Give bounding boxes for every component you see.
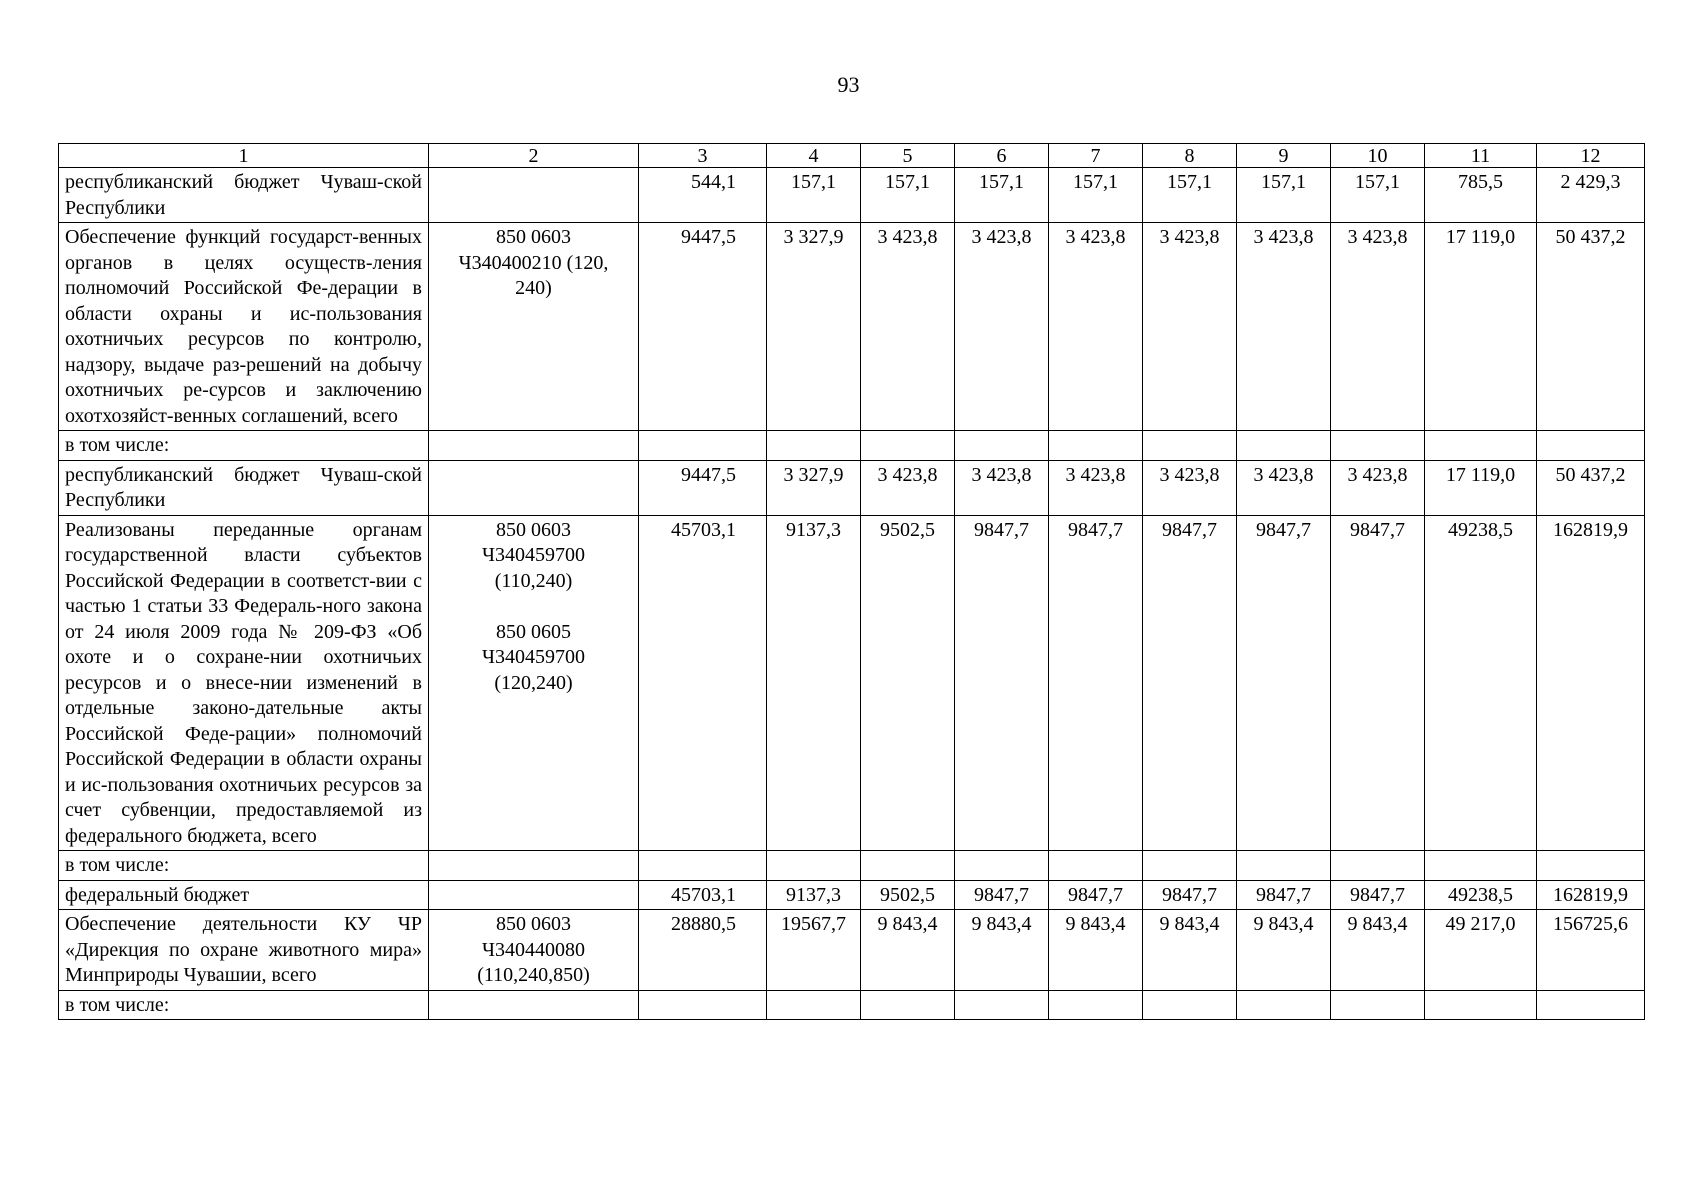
page-number: 93 (837, 72, 860, 97)
row-description: в том числе: (59, 990, 429, 1020)
value-cell-col-5 (861, 990, 955, 1020)
column-header: 7 (1049, 144, 1143, 168)
value-cell-col-11: 49238,5 (1425, 880, 1537, 910)
table-row (59, 431, 1645, 461)
table-row (59, 990, 1645, 1020)
value-cell-col-3: 544,1 (639, 168, 767, 223)
table-row (59, 515, 1645, 851)
value-cell-col-4: 157,1 (767, 168, 861, 223)
value-cell-col-7: 9 843,4 (1049, 910, 1143, 991)
budget-code-cell (429, 990, 639, 1020)
value-cell-col-5: 9 843,4 (861, 910, 955, 991)
value-cell-col-8: 9847,7 (1143, 515, 1237, 851)
value-cell-col-10 (1331, 990, 1425, 1020)
value-cell-col-5: 157,1 (861, 168, 955, 223)
value-cell-col-4: 3 327,9 (767, 223, 861, 431)
column-header: 8 (1143, 144, 1237, 168)
value-cell-col-10: 157,1 (1331, 168, 1425, 223)
value-cell-col-10 (1331, 851, 1425, 881)
budget-code-cell (429, 515, 639, 851)
value-cell-col-12 (1537, 431, 1645, 461)
value-cell-col-9: 3 423,8 (1237, 460, 1331, 515)
budget-code-line (435, 594, 632, 620)
budget-code-line: (120,240) (494, 671, 573, 694)
value-cell-col-8: 9 843,4 (1143, 910, 1237, 991)
value-cell-col-7: 9847,7 (1049, 880, 1143, 910)
value-cell-col-12 (1537, 990, 1645, 1020)
column-header: 1 (59, 144, 429, 168)
value-cell-col-12: 50 437,2 (1537, 460, 1645, 515)
value-cell-col-6 (955, 851, 1049, 881)
value-cell-col-7: 9847,7 (1049, 515, 1143, 851)
row-description: Обеспечение деятельности КУ ЧР «Дирекция по охране животного мира» Минприроды Чувашии, всего (59, 910, 429, 991)
value-cell-col-11 (1425, 990, 1537, 1020)
value-cell-col-5: 9502,5 (861, 515, 955, 851)
value-cell-col-11: 785,5 (1425, 168, 1537, 223)
value-cell-col-11: 49 217,0 (1425, 910, 1537, 991)
column-header: 2 (429, 144, 639, 168)
value-cell-col-6: 3 423,8 (955, 223, 1049, 431)
value-cell-col-6: 9847,7 (955, 880, 1049, 910)
budget-code-line: 850 0603 (496, 518, 571, 541)
row-description: Реализованы переданные органам государственной власти субъектов Российской Федерации в соответст-вии с частью 1 статьи 33 Федераль-ного закона от 24 июля 2009 года № 209-ФЗ «Об охоте и о сохране-нии охотничьих ресурсов и о внесе-нии изменений в отдельные законо-дательные акты Российской Феде-рации» полномочий Российской Федерации в области охраны и ис-пользования охотничьих ресурсов за счет субвенции, предоставляемой из федерального бюджета, всего (59, 515, 429, 851)
budget-code-line: Ч340459700 (482, 646, 585, 668)
value-cell-col-11 (1425, 851, 1537, 881)
value-cell-col-6: 3 423,8 (955, 460, 1049, 515)
value-cell-col-3: 45703,1 (639, 880, 767, 910)
budget-code-cell (429, 851, 639, 881)
row-description: в том числе: (59, 851, 429, 881)
value-cell-col-7 (1049, 990, 1143, 1020)
table-row (59, 851, 1645, 881)
value-cell-col-12: 2 429,3 (1537, 168, 1645, 223)
value-cell-col-8 (1143, 851, 1237, 881)
value-cell-col-8: 157,1 (1143, 168, 1237, 223)
value-cell-col-11 (1425, 431, 1537, 461)
value-cell-col-8 (1143, 990, 1237, 1020)
value-cell-col-3 (639, 990, 767, 1020)
value-cell-col-4: 9137,3 (767, 515, 861, 851)
value-cell-col-9: 9 843,4 (1237, 910, 1331, 991)
budget-code-line: Ч340440080 (482, 938, 585, 961)
column-header: 11 (1425, 144, 1537, 168)
table-body (59, 144, 1645, 1020)
value-cell-col-9: 3 423,8 (1237, 223, 1331, 431)
value-cell-col-9 (1237, 431, 1331, 461)
value-cell-col-7 (1049, 431, 1143, 461)
value-cell-col-4 (767, 990, 861, 1020)
value-cell-col-11: 49238,5 (1425, 515, 1537, 851)
value-cell-col-3: 9447,5 (639, 223, 767, 431)
value-cell-col-5: 9502,5 (861, 880, 955, 910)
value-cell-col-10: 9847,7 (1331, 880, 1425, 910)
value-cell-col-6 (955, 990, 1049, 1020)
row-description: республиканский бюджет Чуваш-ской Республики (59, 168, 429, 223)
value-cell-col-12: 162819,9 (1537, 880, 1645, 910)
value-cell-col-10: 3 423,8 (1331, 223, 1425, 431)
value-cell-col-5: 3 423,8 (861, 223, 955, 431)
row-description: в том числе: (59, 431, 429, 461)
value-cell-col-9 (1237, 990, 1331, 1020)
value-cell-col-12: 162819,9 (1537, 515, 1645, 851)
value-cell-col-5 (861, 851, 955, 881)
column-number-row (59, 144, 1645, 168)
value-cell-col-12: 50 437,2 (1537, 223, 1645, 431)
table-row (59, 168, 1645, 223)
value-cell-col-4: 9137,3 (767, 880, 861, 910)
column-header: 4 (767, 144, 861, 168)
budget-code-line: 850 0603 (496, 226, 571, 248)
value-cell-col-9: 157,1 (1237, 168, 1331, 223)
budget-code-line: Ч340400210 (120, (458, 251, 609, 274)
value-cell-col-8: 3 423,8 (1143, 460, 1237, 515)
value-cell-col-8: 9847,7 (1143, 880, 1237, 910)
column-header: 12 (1537, 144, 1645, 168)
value-cell-col-3 (639, 851, 767, 881)
budget-code-line: (110,240) (494, 569, 573, 592)
value-cell-col-4: 3 327,9 (767, 460, 861, 515)
row-description: федеральный бюджет (59, 880, 429, 910)
column-header: 3 (639, 144, 767, 168)
value-cell-col-9 (1237, 851, 1331, 881)
value-cell-col-12 (1537, 851, 1645, 881)
table-row (59, 223, 1645, 431)
value-cell-col-8 (1143, 431, 1237, 461)
value-cell-col-11: 17 119,0 (1425, 223, 1537, 431)
column-header: 5 (861, 144, 955, 168)
value-cell-col-6: 9 843,4 (955, 910, 1049, 991)
table-row (59, 880, 1645, 910)
value-cell-col-9: 9847,7 (1237, 880, 1331, 910)
table-row (59, 460, 1645, 515)
value-cell-col-12: 156725,6 (1537, 910, 1645, 991)
value-cell-col-4: 19567,7 (767, 910, 861, 991)
value-cell-col-10: 9847,7 (1331, 515, 1425, 851)
budget-code-cell (429, 431, 639, 461)
value-cell-col-9: 9847,7 (1237, 515, 1331, 851)
value-cell-col-7: 3 423,8 (1049, 460, 1143, 515)
value-cell-col-3 (639, 431, 767, 461)
value-cell-col-7: 157,1 (1049, 168, 1143, 223)
value-cell-col-10 (1331, 431, 1425, 461)
value-cell-col-5 (861, 431, 955, 461)
value-cell-col-11: 17 119,0 (1425, 460, 1537, 515)
row-description: Обеспечение функций государст-венных органов в целях осуществ-ления полномочий Российской Фе-дерации в области охраны и ис-пользования охотничьих ресурсов по контролю, надзору, выдаче раз-решений на добычу охотничьих ре-сурсов и заключению охотхозяйст-венных соглашений, всего (59, 223, 429, 431)
value-cell-col-3: 45703,1 (639, 515, 767, 851)
budget-table (58, 143, 1645, 1020)
column-header: 9 (1237, 144, 1331, 168)
budget-code-line: Ч340459700 (482, 544, 585, 566)
row-description: республиканский бюджет Чуваш-ской Республики (59, 460, 429, 515)
value-cell-col-10: 9 843,4 (1331, 910, 1425, 991)
budget-code-line: 850 0605 (496, 620, 571, 643)
value-cell-col-6: 157,1 (955, 168, 1049, 223)
budget-code-cell (429, 223, 639, 431)
budget-code-line: 240) (515, 277, 552, 299)
value-cell-col-8: 3 423,8 (1143, 223, 1237, 431)
budget-code-cell (429, 910, 639, 991)
budget-code-cell (429, 460, 639, 515)
value-cell-col-3: 28880,5 (639, 910, 767, 991)
value-cell-col-7: 3 423,8 (1049, 223, 1143, 431)
budget-code-cell (429, 880, 639, 910)
value-cell-col-4 (767, 431, 861, 461)
budget-code-line: (110,240,850) (477, 964, 590, 986)
value-cell-col-3: 9447,5 (639, 460, 767, 515)
value-cell-col-5: 3 423,8 (861, 460, 955, 515)
value-cell-col-4 (767, 851, 861, 881)
column-header: 10 (1331, 144, 1425, 168)
column-header: 6 (955, 144, 1049, 168)
table-row (59, 910, 1645, 991)
value-cell-col-7 (1049, 851, 1143, 881)
budget-code-cell (429, 168, 639, 223)
value-cell-col-10: 3 423,8 (1331, 460, 1425, 515)
value-cell-col-6: 9847,7 (955, 515, 1049, 851)
budget-code-line: 850 0603 (496, 913, 571, 935)
value-cell-col-6 (955, 431, 1049, 461)
